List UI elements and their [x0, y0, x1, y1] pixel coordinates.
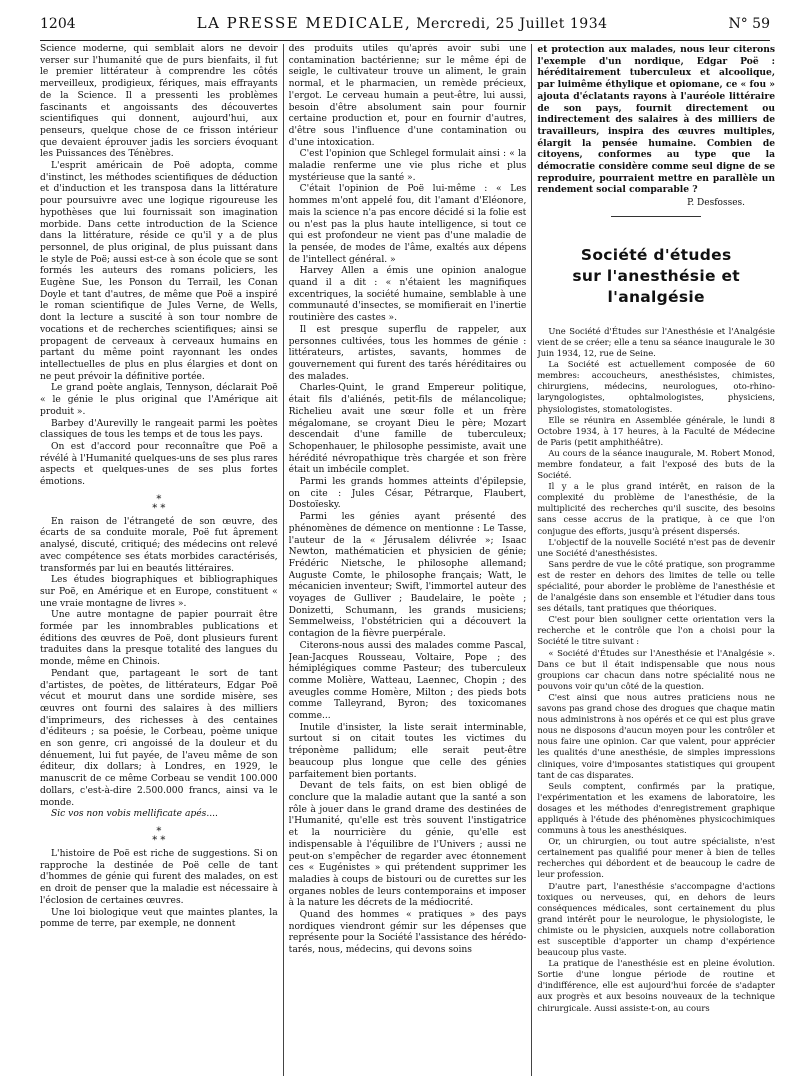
paragraph: L'objectif de la nouvelle Société n'est pas de devenir une Société d'anesthésistes.: [537, 536, 776, 558]
publication-name: LA PRESSE MEDICALE,: [196, 14, 412, 32]
paragraph: D'autre part, l'anesthésie s'accompagne d'actions toxiques ou nerveuses, qui, en dehors de leurs conséquences médicales, sont certainement du plus grand intérêt pour le neurologue, le physiologiste, le chimiste ou le physicien, auxquels notre collaboration est susceptible d'apporter un champ d'expérience beaucoup plus vaste.: [537, 880, 776, 958]
page-header: [40, 14, 770, 36]
paragraph: Quand des hommes « pratiques » des pays nordiques viendront gémir sur les dépenses que représente pour la Société l'assistance des hérédo-tarés, nous, médecins, qui devons soins: [288, 910, 527, 956]
paragraph: « Société d'Études sur l'Anesthésie et l'Analgésie ». Dans ce but il était indispensable que nous nous groupions car chacun dans notre spécialité nous ne pouvons voir qu'un côté de la question.: [537, 647, 776, 691]
paragraph: C'est pour bien souligner cette orientation vers la recherche et le contrôle que l'on a choisi pour la Société le titre suivant :: [537, 614, 776, 647]
paragraph: Il y a le plus grand intérêt, en raison de la complexité du problème de l'anesthésie, de la multiplicité des recherches qu'il suscite, des besoins sans cesse accrus de la pratique, à ce que l'on conjugue des efforts, jusqu'à présent dispersés.: [537, 481, 776, 536]
paragraph: C'était l'opinion de Poë lui-même : « Les hommes m'ont appelé fou, dit l'amant d'Eléonore, mais la science n'a pas encore décidé si la folie est ou n'est pas la plus haute intelligence, si tout ce qui est profondeur ne vient pas d'une maladie de la pensée, de modes de l'âme, exaltés aux dépens de l'intellect général. »: [288, 184, 527, 265]
issue-date: Mercredi, 25 Juillet 1934: [416, 16, 608, 32]
author-signature: P. Desfosses.: [687, 198, 746, 209]
paragraph: Une Société d'Études sur l'Anesthésie et l'Analgésie vient de se créer; elle a tenu sa séance inaugurale le 30 Juin 1934, 12, rue de Seine.: [537, 325, 776, 359]
paragraph: Sans perdre de vue le côté pratique, son programme est de rester en dehors des limites de telle ou telle spécialité, pour aborder le problème de l'anesthésie et de l'analgésie dans son ensemble et l'étudier dans tous ses détails, tant pratiques que théoriques.: [537, 558, 776, 614]
masthead: [197, 14, 608, 32]
page-number: 1204: [40, 16, 76, 32]
paragraph: Barbey d'Aurevilly le rangeait parmi les poètes classiques de tous les temps et de tous les pays.: [40, 418, 278, 441]
paragraph: Pendant que, partageant le sort de tant d'artistes, de poètes, de littérateurs, Edgar Poë vécut et mourut dans une sordide misère, ses œuvres ont fourni des salaires à des milliers d'imprimeurs, des richesses à des centaines d'éditeurs ; sa poésie, le Corbeau, poème unique en son genre, cri angoissé de la douleur et du dénuement, lui fut payée, de l'aveu même de son éditeur, dix dollars; à Londres, en 1929, le manuscrit de ce même Corbeau se vendit 100.000 dollars, c'est-à-dire 2.500.000 francs, ainsi va le monde.: [40, 668, 278, 808]
paragraph: Il est presque superflu de rappeler, aux personnes cultivées, tous les hommes de génie : littérateurs, artistes, savants, hommes de gouvernement qui furent des tarés héréditaires ou des malades.: [288, 324, 527, 382]
article-end-rule: [611, 216, 701, 217]
paragraph: La pratique de l'anesthésie est en pleine évolution. Sortie d'une longue période de routine et d'indifférence, elle est aujourd'hui forcée de s'adapter aux progrès et aux besoins nouveaux de la technique chirurgicale. Aussi assiste-t-on, au cours: [537, 958, 776, 1013]
paragraph: Parmi les grands hommes atteints d'épilepsie, on cite : Jules César, Pétrarque, Flaubert, Dostoïesky.: [288, 477, 527, 511]
paragraph: Inutile d'insister, la liste serait interminable, surtout si on citait toutes les victimes du tréponème pallidum; elle serait peut-être beaucoup plus longue que celle des génies parfaitement bien portants.: [288, 722, 527, 780]
paragraph: La Société est actuellement composée de 60 membres: accoucheurs, anesthésistes, chimistes, chirurgiens, médecins, neurologues, oto-rhino-laryngologistes, ophtalmologistes, physiciens, physiologistes, stomatologistes.: [537, 359, 776, 414]
paragraph: Les études biographiques et bibliographiques sur Poë, en Amérique et en Europe, constituent « une vraie montagne de livres ».: [40, 575, 278, 609]
paragraph: Seuls comptent, confirmés par la pratique, l'expérimentation et les examens de laboratoire, les dosages et les méthodes d'enregistrement graphique appliqués à l'étude des phénomènes physicochimiques communs à tous les anesthésiques.: [537, 780, 776, 836]
paragraph: L'esprit américain de Poë adopta, comme d'instinct, les méthodes scientifiques de déduction et d'induction et les transposa dans la littérature pour poursuivre avec une logique rigoureuse les hypothèses que lui fournissait son imagination morbide. Dans cette introduction de la Science dans la littérature, réside ce qu'il y a de plus personnel, de plus original, de plus puissant dans le style de Poë; aussi est-ce à son école que se sont formés les auteurs des romans policiers, les Eugène Sue, les Ponson du Terrail, les Conan Doyle et tant d'autres, de même que Poë a inspiré le roman scientifique de Jules Verne, de Wells, dont la lecture a suscité à son tour nombre de vocations et de recherches scientifiques; ainsi se propagent de cerveaux à cerveaux humains en partant du même point rayonnant les ondes intellectuelles de plus en plus élargies et dont on ne peut prévoir la définitive portée.: [40, 161, 278, 382]
paragraph: Parmi les génies ayant présenté des phénomènes de démence on mentionne : Le Tasse, l'auteur de la « Jérusalem délivrée »; Isaac Newton, mathématicien et physicien de génie; Frédéric Nietsche, le philosophe allemand; Auguste Comte, le philosophe français; Watt, le mécanicien inventeur; Swift, l'immortel auteur des voyages de Gulliver ; Baudelaire, le poète ; Donizetti, Schumann, les grands musiciens; Semmelweiss, l'obstétricien qui a découvert la contagion de la fièvre puerpérale.: [288, 512, 527, 640]
title-line: Société d'études: [580, 245, 732, 264]
paragraph: En raison de l'étrangeté de son œuvre, des écarts de sa conduite morale, Poë fut âprement analysé, discuté, critiqué; des médecins ont relevé avec compétence ses états morbides caractérisés, transformés par lui en beautés littéraires.: [40, 516, 278, 574]
column-2: [289, 44, 527, 1076]
title-line: sur l'anesthésie et l'analgésie: [572, 266, 740, 306]
asterism-divider: * * *: [152, 826, 166, 846]
paragraph: des produits utiles qu'après avoir subi une contamination bactérienne; sur le même épi de seigle, le cultivateur trouve un aliment, le grain normal, et le pharmacien, un remède précieux, l'ergot. Le cerveau humain a peut-être, lui aussi, besoin d'être absolument sain pour fournir certaine production et, pour en fournir d'autres, d'être sous l'influence d'une contamination ou d'une intoxication.: [288, 44, 527, 148]
header-rule: [40, 40, 770, 41]
paragraph: Au cours de la séance inaugurale, M. Robert Monod, membre fondateur, a fait l'exposé des buts de la Société.: [537, 447, 776, 481]
paragraph: Science moderne, qui semblait alors ne devoir verser sur l'humanité que de purs bienfaits, il fut le premier littérateur à comprendre les côtés merveilleux, prodigieux, fériques, mais effrayants de la Science. Il a pressenti les problèmes fascinants et angoissants des découvertes scientifiques qui donnent, aujourd'hui, aux penseurs, quelque chose de ce frisson intérieur que devaient éprouver jadis les sorciers évoquant les Puissances des Ténèbres.: [40, 44, 278, 160]
paragraph: On est d'accord pour reconnaître que Poë a révélé à l'Humanité quelques-uns de ses plus rares aspects et quelques-unes de ses plus fortes émotions.: [40, 441, 278, 488]
paragraph: Citerons-nous aussi des malades comme Pascal, Jean-Jacques Rousseau, Voltaire, Pope ; des hémiplégiques comme Pasteur; des tuberculeux comme Molière, Watteau, Laennec, Chopin ; des aveugles comme Homère, Milton ; des pieds bots comme Talleyrand, Byron; des toxicomanes comme...: [288, 640, 527, 722]
paragraph: Or, un chirurgien, ou tout autre spécialiste, n'est certainement pas qualifié pour mener à bien de telles recherches qui débordent et de beaucoup le cadre de leur profession.: [537, 836, 776, 880]
paragraph: Le grand poète anglais, Tennyson, déclarait Poë « le génie le plus original que l'Amérique ait produit ».: [40, 383, 278, 417]
issue-number: N° 59: [728, 16, 770, 32]
column-1: [40, 44, 278, 1076]
section-title: [537, 245, 775, 308]
paragraph: Une loi biologique veut que maintes plantes, la pomme de terre, par exemple, ne donnent: [40, 907, 278, 930]
paragraph: Elle se réunira en Assemblée générale, le lundi 8 Octobre 1934, à 17 heures, à la Faculté de Médecine de Paris (petit amphithéâtre).: [537, 414, 776, 447]
column-divider: [531, 44, 532, 1076]
paragraph: C'est l'opinion que Schlegel formulait ainsi : « la maladie renferme une vie plus riche et plus mystérieuse que la santé ».: [288, 149, 527, 183]
paragraph: Devant de tels faits, on est bien obligé de conclure que la maladie autant que la santé a son rôle à jouer dans le grand drame des destinées de l'Humanité, qu'elle est très souvent l'instigatrice et la nourricière du génie, qu'elle est indispensable à l'équilibre de l'Univers ; aussi ne peut-on s'empêcher de regarder avec étonnement ces « Eugénistes » qui prétendent supprimer les maladies à coups de bistouri ou de curettes sur les organes nobles de leurs contemporains et imposer à la nature les décrets de la médiocrité.: [288, 781, 527, 909]
paragraph: C'est ainsi que nous autres praticiens nous ne savons pas grand chose des drogues que chaque matin nous administrons à nos opérés et ce qui est plus grave nous ne disposons d'aucun moyen pour les contrôler et nous faire une opinion. Car que valent, pour apprécier les qualités d'une anesthésie, de simples impressions cliniques, voire d'imposantes statistiques qui groupent tant de cas disparates.: [537, 691, 776, 780]
paragraph: Une autre montagne de papier pourrait être formée par les innombrables publications et éditions des œuvres de Poë, dont plusieurs furent traduites dans la presque totalité des langues du monde, même en Chinois.: [40, 610, 278, 668]
latin-quote: Sic vos non vobis mellificate apés....: [51, 809, 218, 820]
asterism-divider: * * *: [152, 493, 166, 514]
society-article: [537, 326, 775, 1014]
column-divider: [283, 44, 284, 1076]
article-columns: [40, 44, 775, 1076]
paragraph: L'histoire de Poë est riche de suggestions. Si on rapproche la destinée de Poë celle de tant d'hommes de génie qui furent des malades, on est en droit de penser que la maladie est nécessaire à l'éclosion de certaines œuvres.: [40, 849, 278, 906]
paragraph: et protection aux malades, nous leur citerons l'exemple d'un nordique, Edgar Poë : héréditairement tuberculeux et alcoolique, par luimême éthylique et opiomane, ce « fou » ajouta d'éclatants rayons à l'auréole littéraire de son pays, fournit directement ou indirectement des salaires à des milliers de travailleurs, inspira des œuvres multiples, élargit la pensée humaine. Combien de citoyens, conformes au type que la démocratie considère comme seul digne de se reproduire, pourraient mettre en parallèle un rendement social comparable ?: [537, 44, 776, 196]
column-3: [537, 44, 775, 1076]
paragraph: Harvey Allen a émis une opinion analogue quand il a dit : « n'étaient les magnifiques excentriques, la société humaine, semblable à une communauté d'insectes, se momifierait en l'inertie routinière des castes ».: [288, 266, 527, 324]
paragraph: Charles-Quint, le grand Empereur politique, était fils d'aliénés, petit-fils de mélancolique; Richelieu avait une sœur folle et un frère mégalomane, se croyant Dieu le père; Mozart descendait d'une famille de tuberculeux; Schopenhauer, le philosophe pessimiste, avait une hérédité névropathique très chargée et son frère était un imbécile complet.: [288, 383, 527, 476]
